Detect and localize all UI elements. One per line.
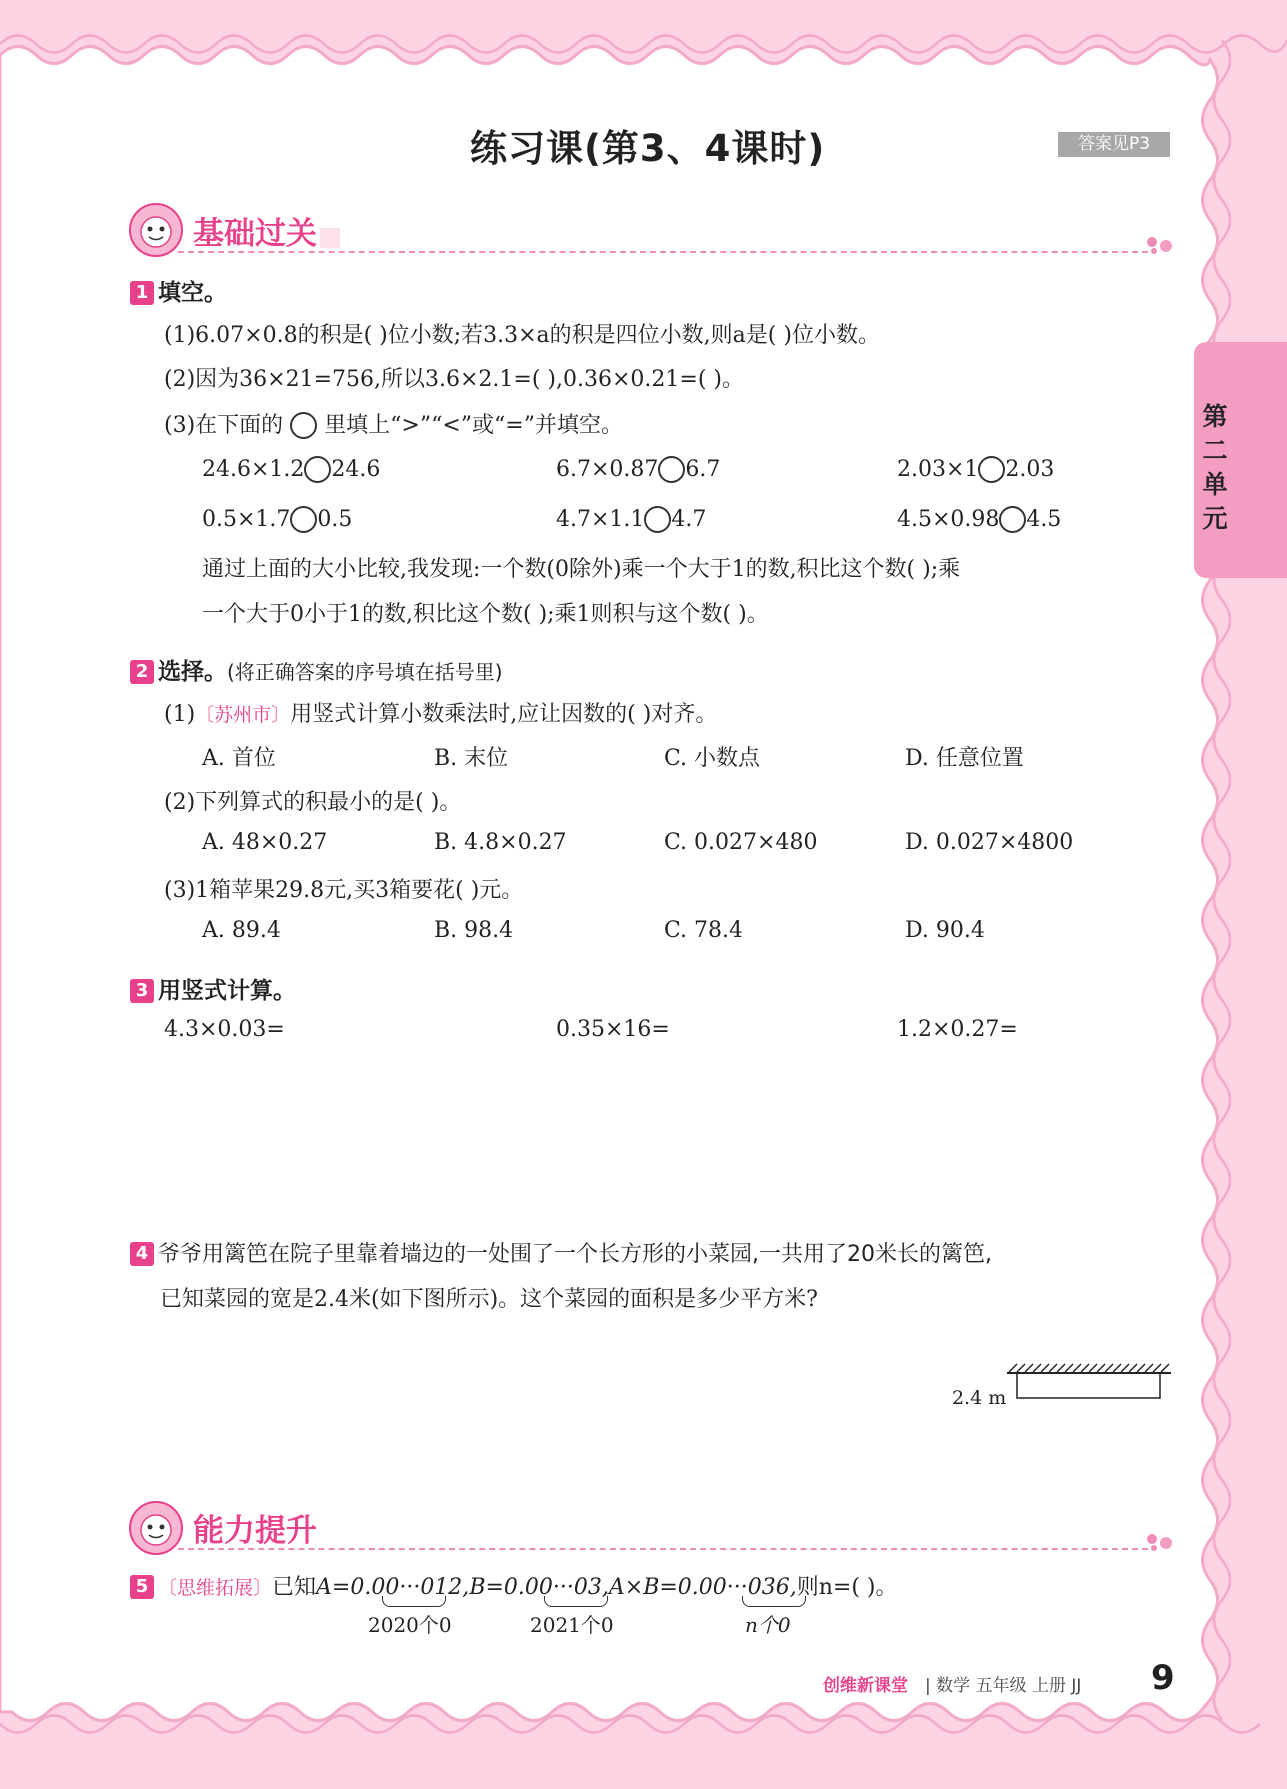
option-d[interactable]: D. 90.4: [905, 918, 985, 943]
option-d[interactable]: D. 0.027×4800: [905, 830, 1074, 855]
compare-left: 0.5×1.7: [202, 507, 291, 532]
compare-item: [556, 506, 706, 533]
section-divider: [178, 251, 1148, 253]
q5-a-expr: A=0.00···012,: [316, 1575, 470, 1600]
q2-sub3-text: (3)1箱苹果29.8元,买3箱要花( )元。: [164, 878, 524, 903]
option-d[interactable]: D. 任意位置: [905, 746, 1024, 771]
option-a[interactable]: A. 首位: [202, 746, 276, 771]
section-advanced-heading: 能力提升: [193, 1513, 317, 1549]
q1-line3-start: (3)在下面的: [164, 413, 284, 438]
compare-circle[interactable]: [290, 412, 317, 439]
compare-left: 2.03×1: [897, 457, 979, 482]
compare-right: 0.5: [317, 507, 353, 532]
compare-left: 6.7×0.87: [556, 457, 659, 482]
compare-circle[interactable]: [978, 456, 1005, 483]
source-tag: 〔苏州市〕: [195, 704, 291, 726]
answer-reference-badge: 答案见P3: [1058, 132, 1170, 157]
q3-title: 用竖式计算。: [158, 978, 296, 1004]
option-c[interactable]: C. 小数点: [664, 746, 761, 771]
compare-right: 24.6: [331, 457, 381, 482]
q5-number: 5: [130, 1575, 154, 1599]
compare-item: [202, 506, 352, 533]
compare-right: 2.03: [1005, 457, 1055, 482]
compare-right: 4.7: [671, 507, 707, 532]
section-divider: [178, 1548, 1148, 1550]
section-ribbon: [320, 228, 340, 248]
q1-line1: (1)6.07×0.8的积是( )位小数;若3.3×a的积是四位小数,则a是( )位小数。: [164, 323, 880, 348]
q1-line3-end: 里填上“>”“<”或“=”并填空。: [324, 413, 623, 438]
monkey-mascot-icon: [128, 202, 184, 258]
compare-item: [897, 456, 1054, 483]
compare-right: 6.7: [685, 457, 721, 482]
q2-sub1-text: 用竖式计算小数乘法时,应让因数的( )对齐。: [290, 702, 718, 727]
option-b[interactable]: B. 末位: [434, 746, 509, 771]
compare-item: [202, 456, 380, 483]
option-a[interactable]: A. 48×0.27: [202, 830, 328, 855]
footer-book-info: | 数学 五年级 上册 JJ: [925, 1676, 1082, 1696]
compare-circle[interactable]: [658, 456, 685, 483]
q2-sub2-text: (2)下列算式的积最小的是( )。: [164, 790, 462, 815]
compare-item: [556, 456, 720, 483]
garden-width-label: 2.4 m: [952, 1387, 1007, 1409]
q2-number: 2: [130, 660, 154, 684]
monkey-mascot-icon: [128, 1500, 184, 1556]
q2-sub1: [164, 697, 717, 728]
q4-line1: 爷爷用篱笆在院子里靠着墙边的一处围了一个长方形的小菜园,一共用了20米长的篱笆,: [158, 1242, 992, 1267]
q4-line2: 已知菜园的宽是2.4米(如下图所示)。这个菜园的面积是多少平方米?: [160, 1287, 818, 1312]
q3-number: 3: [130, 979, 154, 1003]
q5-tag: 〔思维拓展〕: [158, 1577, 273, 1599]
q5-b-expr: B=0.00···03: [469, 1575, 602, 1600]
unit-side-tab-label: 第二单元: [1202, 402, 1228, 533]
option-c[interactable]: C. 0.027×480: [664, 830, 818, 855]
q2-note: (将正确答案的序号填在括号里): [227, 660, 503, 684]
section-basic-heading: 基础过关: [193, 216, 317, 252]
q2-title: 选择。: [158, 659, 227, 685]
q5-tail: 则n=( )。: [796, 1575, 898, 1600]
q1-title: 填空。: [158, 280, 227, 306]
footer-brand: 创维新课堂: [823, 1676, 908, 1696]
option-b[interactable]: B. 98.4: [434, 918, 514, 943]
dots-decoration-icon: [1146, 1533, 1180, 1551]
q3-item: 1.2×0.27=: [897, 1017, 1018, 1042]
q2-sub1-prefix: (1): [164, 702, 196, 727]
q4-heading: [130, 1237, 992, 1268]
page-number: 9: [1151, 1658, 1175, 1698]
q1-line2: (2)因为36×21=756,所以3.6×2.1=( ),0.36×0.21=( )。: [164, 367, 744, 392]
underbrace-label: 2020个0: [368, 1613, 452, 1637]
compare-left: 4.5×0.98: [897, 507, 1000, 532]
option-b[interactable]: B. 4.8×0.27: [434, 830, 567, 855]
q5-text-start: 已知: [272, 1575, 317, 1600]
compare-circle[interactable]: [304, 456, 331, 483]
page-title: 练习课(第3、4课时): [470, 127, 826, 170]
compare-left: 24.6×1.2: [202, 457, 305, 482]
compare-right: 4.5: [1026, 507, 1062, 532]
q1-conclusion-line2: 一个大于0小于1的数,积比这个数( );乘1则积与这个数( )。: [202, 602, 769, 627]
compare-item: [897, 506, 1061, 533]
garden-figure: [1005, 1362, 1173, 1410]
q3-heading: [130, 972, 296, 1005]
underbrace: [742, 1596, 806, 1607]
option-a[interactable]: A. 89.4: [202, 918, 281, 943]
q1-number: 1: [130, 281, 154, 305]
q1-line3: [164, 408, 623, 439]
underbrace-label: 2021个0: [530, 1613, 614, 1637]
compare-circle[interactable]: [644, 506, 671, 533]
q5-ab-expr: ,A×B=0.00···036,: [601, 1575, 797, 1600]
q3-item: 4.3×0.03=: [164, 1017, 285, 1042]
underbrace: [382, 1596, 446, 1607]
q1-heading: [130, 274, 227, 307]
q4-number: 4: [130, 1242, 154, 1266]
underbrace: [544, 1596, 608, 1607]
compare-circle[interactable]: [290, 506, 317, 533]
q2-heading: [130, 653, 503, 686]
q3-item: 0.35×16=: [556, 1017, 670, 1042]
underbrace-label: n个0: [745, 1613, 791, 1637]
q1-conclusion-line1: 通过上面的大小比较,我发现:一个数(0除外)乘一个大于1的数,积比这个数( );乘: [202, 557, 961, 582]
option-c[interactable]: C. 78.4: [664, 918, 744, 943]
compare-circle[interactable]: [999, 506, 1026, 533]
dots-decoration-icon: [1146, 236, 1180, 254]
compare-left: 4.7×1.1: [556, 507, 645, 532]
